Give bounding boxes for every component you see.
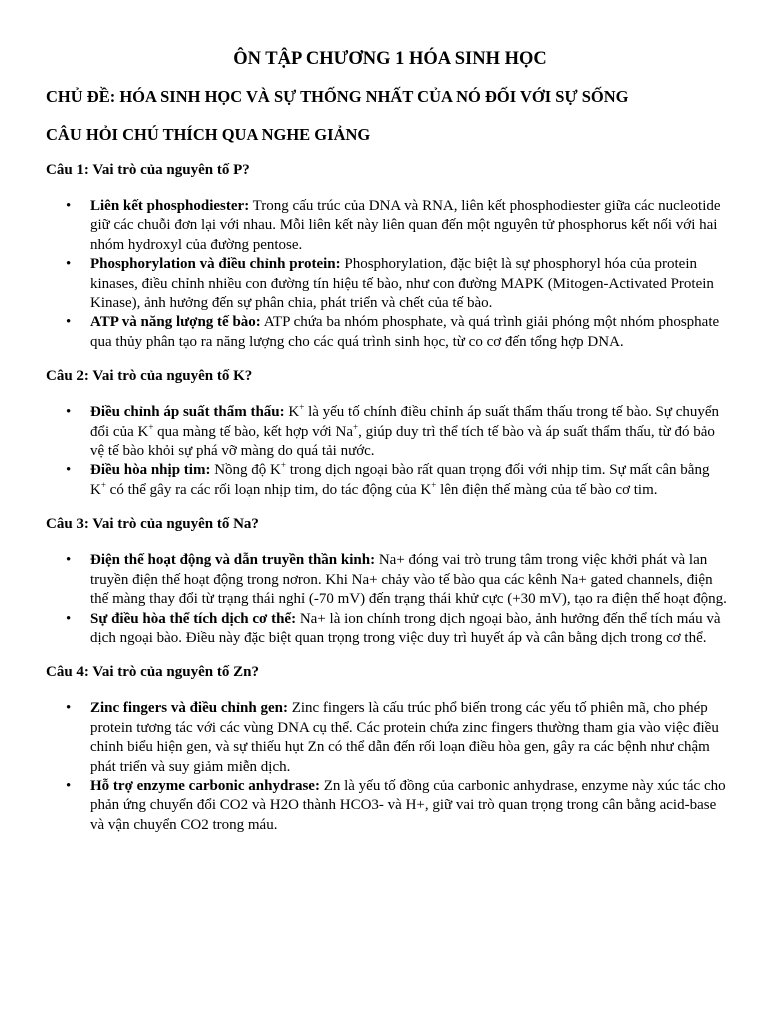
point-text: , giúp duy trì thể tích tế bào và áp suất thẩm thấu, từ đó bảo vệ tế bào khỏi sự phá vỡ màng do quá tải nước. xyxy=(90,423,715,460)
point-term: Hỗ trợ enzyme carbonic anhydrase: xyxy=(90,777,320,794)
point-text: Trong cấu trúc của DNA và RNA, liên kết phosphodiester giữa các nucleotide giữ các chuỗi đơn lại với nhau. Mỗi liên kết này liên quan đến một nguyên tử phosphorus kết nối với hai nhóm hydroxyl của đường pentose. xyxy=(90,198,721,253)
ion-charge: + xyxy=(148,421,154,432)
bullet-icon: • xyxy=(66,462,72,479)
ion-symbol: K xyxy=(270,462,281,479)
point-term: ATP và năng lượng tế bào: xyxy=(90,314,261,331)
list-item xyxy=(66,610,728,649)
point-text: trong dịch ngoại bào rất quan trọng đối với nhịp tim. Sự mất cân bằng xyxy=(289,462,710,479)
ion-charge: + xyxy=(352,421,359,432)
point-text: lên điện thế màng của tế bào cơ tim. xyxy=(440,481,658,498)
point-term: Điện thế hoạt động và dẫn truyền thần kinh: xyxy=(90,552,376,569)
point-text: Phosphorylation, đặc biệt là sự phosphoryl hóa của protein kinases, điều chỉnh nhiều con đường tín hiệu tế bào, như con đường MAPK (Mitogen-Activated Protein Kinase), ảnh hưởng đến sự phân chia, phát triển và chết của tế bào. xyxy=(90,256,714,312)
ion-symbol: K xyxy=(137,423,149,440)
ion-charge: + xyxy=(431,479,437,490)
list-item xyxy=(66,255,728,313)
bullet-icon: • xyxy=(66,314,72,331)
bullet-icon: • xyxy=(66,404,72,421)
question-heading: Câu 2: Vai trò của nguyên tố K? xyxy=(46,368,253,385)
list-item xyxy=(66,551,728,609)
point-term: Điều chỉnh áp suất thẩm thấu: xyxy=(90,404,285,421)
bullet-icon: • xyxy=(66,610,72,627)
ion-charge: + xyxy=(280,460,286,471)
section-question-2 xyxy=(46,366,728,500)
point-text: Zn là yếu tố đồng của carbonic anhydrase, enzyme này xúc tác cho phản ứng chuyển đổi CO2 và H2O thành HCO3- và H+, giữ vai trò quan trọng trong cân bằng acid-base và vận chuyển CO2 trong máu. xyxy=(90,777,726,833)
question-heading: Câu 3: Vai trò của nguyên tố Na? xyxy=(46,516,259,533)
document-topic: CHỦ ĐỀ: HÓA SINH HỌC VÀ SỰ THỐNG NHẤT CỦA NÓ ĐỐI VỚI SỰ SỐNG xyxy=(46,87,629,106)
list-item xyxy=(66,402,728,461)
point-term: Sự điều hòa thể tích dịch cơ thể: xyxy=(90,610,297,627)
list-item xyxy=(66,777,728,835)
bullet-icon: • xyxy=(66,198,72,214)
answer-list xyxy=(46,551,728,648)
point-text: ATP chứa ba nhóm phosphate, và quá trình giải phóng một nhóm phosphate qua thủy phân tạo ra năng lượng cho các quá trình sinh học, từ co cơ đến tổng hợp DNA. xyxy=(90,314,720,350)
point-text: có thể gây ra các rối loạn nhịp tim, do tác động của xyxy=(109,481,417,498)
list-item xyxy=(66,197,728,255)
point-text: Na+ đóng vai trò trung tâm trong việc khởi phát và lan truyền điện thế hoạt động trong nơron. Khi Na+ chảy vào tế bào qua các kênh Na+ gated channels, điện thế màng thay đổi từ trạng thái nghỉ (-70 mV) đến trạng thái khử cực (+30 mV), tạo ra điện thế hoạt động. xyxy=(90,552,727,608)
section-question-3 xyxy=(46,514,728,648)
ion-charge: + xyxy=(299,402,305,413)
point-text: là yếu tố chính điều chỉnh áp suất thẩm thấu trong tế bào. Sự chuyển đổi của xyxy=(90,404,720,440)
bullet-icon: • xyxy=(66,777,72,794)
section-question-1 xyxy=(46,160,728,352)
question-heading: Câu 1: Vai trò của nguyên tố P? xyxy=(46,162,250,178)
ion-symbol: K xyxy=(90,481,101,498)
point-term: Phosphorylation và điều chỉnh protein: xyxy=(90,256,341,273)
ion-charge: + xyxy=(100,479,106,490)
point-text: qua màng tế bào, kết hợp với xyxy=(157,423,332,440)
ion-symbol: K xyxy=(288,404,300,421)
answer-list xyxy=(46,699,728,835)
list-item xyxy=(66,313,728,352)
question-heading: Câu 4: Vai trò của nguyên tố Zn? xyxy=(46,664,259,681)
point-term: Zinc fingers và điều chỉnh gen: xyxy=(90,700,288,717)
bullet-icon: • xyxy=(66,256,72,273)
document-subtitle: CÂU HỎI CHÚ THÍCH QUA NGHE GIẢNG xyxy=(46,125,371,144)
ion-symbol: K xyxy=(420,481,432,498)
point-text: Nồng độ xyxy=(214,462,267,479)
answer-list xyxy=(46,403,728,500)
document-title: ÔN TẬP CHƯƠNG 1 HÓA SINH HỌC xyxy=(233,49,547,69)
answer-list xyxy=(46,197,728,352)
point-term: Liên kết phosphodiester: xyxy=(90,198,250,214)
bullet-icon: • xyxy=(66,552,72,569)
point-term: Điều hòa nhịp tim: xyxy=(90,462,211,479)
ion-symbol: Na xyxy=(335,423,353,440)
point-text: Zinc fingers là cấu trúc phổ biến trong các yếu tố phiên mã, cho phép protein tương tác với các vùng DNA cụ thể. Các protein chứa zinc fingers thường tham gia vào việc điều chỉnh biểu hiện gen, và sự thiếu hụt Zn có thể dẫn đến rối loạn điều hòa gen, gây ra các bệnh như chậm phát triển và suy giảm miễn dịch. xyxy=(90,700,719,775)
section-question-4 xyxy=(46,662,728,835)
bullet-icon: • xyxy=(66,700,72,717)
point-text: Na+ là ion chính trong dịch ngoại bào, ảnh hưởng đến thể tích máu và dịch ngoại bào. Điều này đặc biệt quan trọng trong việc duy trì huyết áp và cân bằng dịch trong cơ thể. xyxy=(90,610,721,646)
list-item xyxy=(66,699,728,777)
list-item xyxy=(66,460,728,500)
